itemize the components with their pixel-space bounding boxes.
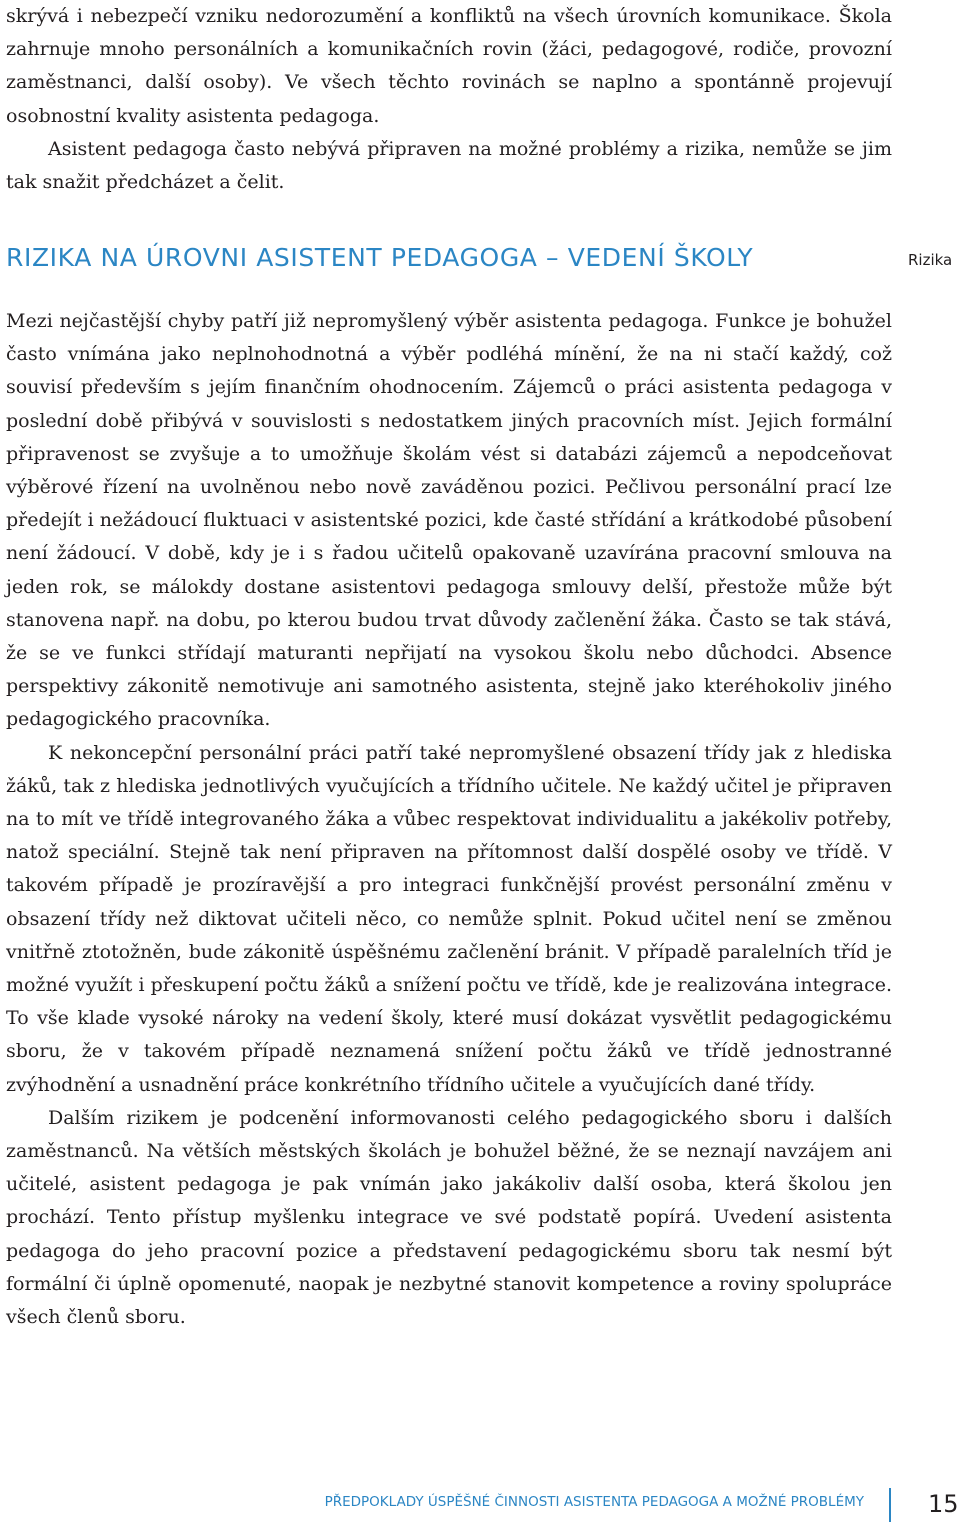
body-paragraph: Mezi nejčastější chyby patří již nepromyšlený výběr asistenta pedagoga. Funkce je bohužel často vnímána jako neplnohodnotná a výběr podléhá mínění, že na ni stačí každý, což souvisí především s jejím finančním ohodnocením. Zájemců o práci asistenta pedagoga v poslední době přibývá v souvislosti s nedostatkem jiných pracovních míst. Jejich formální připravenost se zvyšuje a to umožňuje školám vést si databázi zájemců a nepodceňovat výběrové řízení na uvolněnou nebo nově zaváděnou pozici. Pečlivou personální prací lze předejít i nežádoucí fluktuaci v asistentské pozici, kde časté střídání a krátkodobé působení není žádoucí. V době, kdy je i s řadou učitelů opakovaně uzavírána pracovní smlouva na jeden rok, se málokdy dostane asistentovi pedagoga smlouvy delší, přestože může být stanovena např. na dobu, po kterou budou trvat důvody začlenění žáka. Často se tak stává, že se ve funkci střídají maturanti nepřijatí na vysokou školu nebo důchodci. Absence perspektivy zákonitě nemotivuje ani samotného asistenta, stejně jako kteréhokoliv jiného pedagogického pracovníka. — [6, 310, 892, 731]
section-body — [6, 305, 892, 1334]
page-number: 15 — [928, 1490, 959, 1518]
section-heading: RIZIKA NA ÚROVNI ASISTENT PEDAGOGA – VEDENÍ ŠKOLY — [6, 243, 754, 272]
footer-divider — [889, 1488, 891, 1522]
body-paragraph: Dalším rizikem je podcenění informovanosti celého pedagogického sboru i dalších zaměstnanců. Na větších městských školách je bohužel běžné, že se neznají navzájem ani učitelé, asistent pedagoga je pak vnímán jako jakákoliv další osoba, která školou jen prochází. Tento přístup myšlenku integrace ve své podstatě popírá. Uvedení asistenta pedagoga do jeho pracovní pozice a představení pedagogickému sboru tak nesmí být formální či úplně opomenuté, naopak je nezbytné stanovit kompetence a roviny spolupráce všech členů sboru. — [6, 1106, 892, 1329]
footer-title: PŘEDPOKLADY ÚSPĚŠNÉ ČINNOSTI ASISTENTA PEDAGOGA A MOŽNÉ PROBLÉMY — [324, 1494, 864, 1510]
intro-paragraph: skrývá i nebezpečí vzniku nedorozumění a konfliktů na všech úrovních komunikace. Škola zahrnuje mnoho personálních a komunikačních rovin (žáci, pedagogové, rodiče, provozní zaměstnanci, další osoby). Ve všech těchto rovinách se naplno a spontánně projevují osobnostní kvality asistenta pedagoga. — [6, 5, 892, 127]
body-paragraph: K nekoncepční personální práci patří také nepromyšlené obsazení třídy jak z hlediska žáků, tak z hlediska jednotlivých vyučujících a třídního učitele. Ne každý učitel je připraven na to mít ve třídě integrovaného žáka a vůbec respektovat individualitu a jakékoliv potřeby, natož speciální. Stejně tak není připraven na přítomnost další dospělé osoby ve třídě. V takovém případě je prozíravější a pro integraci funkčnější provést personální změnu v obsazení třídy než diktovat učiteli něco, co nemůže splnit. Pokud učitel není se změnou vnitřně ztotožněn, bude zákonitě úspěšnému začlenění bránit. V případě paralelních tříd je možné využít i přeskupení počtu žáků a snížení počtu ve třídě, kde je realizována integrace. To vše klade vysoké nároky na vedení školy, které musí dokázat vysvětlit pedagogickému sboru, že v takovém případě neznamená snížení počtu žáků ve třídě jednostranné zvýhodnění a usnadnění práce konkrétního třídního učitele a vyučujících dané třídy. — [6, 741, 892, 1096]
margin-note: Rizika — [908, 251, 953, 269]
intro-text — [6, 0, 892, 199]
intro-paragraph: Asistent pedagoga často nebývá připraven na možné problémy a rizika, nemůže se jim tak snažit předcházet a čelit. — [6, 137, 892, 194]
